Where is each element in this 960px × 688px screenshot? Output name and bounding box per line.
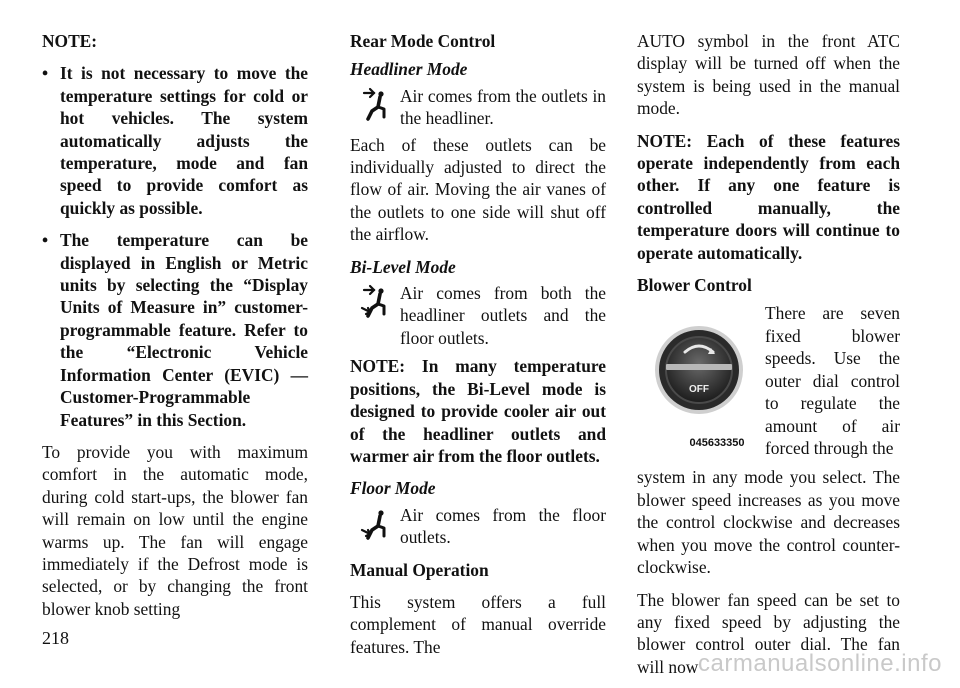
manual-operation-text: This system offers a full complement of manual override features. The [350,591,606,657]
blower-continuation: system in any mode you select. The blower speed increases as you move the control clockwise and decreases when you move the control counter-clockwise. [637,467,900,578]
headliner-mode-continuation: Each of these outlets can be individually adjusted to direct the flow of air. Moving the air vanes of the outlets to one side will shut off the airflow. [350,134,606,245]
headliner-mode-icon [350,85,400,129]
bilevel-mode-icon [350,282,400,326]
note-bullet-item [42,229,308,431]
headliner-mode-lead: Air comes from the outlets in the headliner. [400,85,606,129]
blower-section [637,302,900,472]
auto-symbol-text: AUTO symbol in the front ATC display will be turned off when the system is being used in the manual mode. [637,31,900,119]
note-bullet-text: It is not necessary to move the temperature settings for cold or hot vehicles. The system automatically adjusts the temperature, mode and fan speed to provide comfort as quickly as possible. [60,63,308,218]
bullet-dot: • [42,63,49,84]
column-left [42,30,308,630]
note-bullet-text: The temperature can be displayed in English or Metric units by selecting the “Display Units of Measure in” customer-programmable feature. Refer to the “Electronic Vehicle Information Center (EVIC) — Customer-Programmable Features” in this Section. [60,230,308,430]
floor-mode-row [350,504,606,549]
note-bullets [42,62,308,431]
floor-mode-icon [350,504,400,548]
manual-operation-heading: Manual Operation [350,559,489,580]
independent-features-note: NOTE: Each of these features operate independently from each other. If any one feature is controlled manually, the temperature doors will continue to operate automatically. [637,130,900,263]
column-right [637,30,900,688]
watermark: carmanualsonline.info [698,650,942,677]
column-middle [350,30,606,668]
blower-fixed-speed-text: The blower fan speed can be set to any fixed speed by adjusting the blower control outer dial. The fan will now [637,589,900,677]
bilevel-note: NOTE: In many temperature positions, the Bi-Level mode is designed to provide cooler air out of the headliner outlets and warmer air from the floor outlets. [350,356,606,466]
floor-mode-lead: Air comes from the floor outlets. [400,504,606,548]
headliner-mode-row [350,85,606,130]
bilevel-mode-title: Bi-Level Mode [350,256,456,277]
headliner-mode-title: Headliner Mode [350,59,468,80]
bilevel-mode-lead: Air comes from both the headliner outlets and the floor outlets. [400,283,606,348]
rear-mode-control-heading: Rear Mode Control [350,31,496,51]
blower-control-heading: Blower Control [637,275,752,296]
bilevel-mode-row [350,282,606,349]
blower-knob-figure [637,312,763,462]
bullet-dot: • [42,230,49,251]
figure-id: 045633350 [689,437,745,450]
page-number: 218 [42,628,69,648]
note-bullet-item [42,62,308,219]
knob-off-label: OFF [689,384,709,396]
maximum-comfort-paragraph: To provide you with maximum comfort in the automatic mode, during cold start-ups, the blower fan will remain on low until the engine warms up. The fan will engage immediately if the Defrost mode is selected, or by changing the front blower knob setting [42,441,308,619]
floor-mode-title: Floor Mode [350,478,436,499]
note-label: NOTE: [42,31,98,51]
blower-side-text: There are seven fixed blower speeds. Use the outer dial control to regulate the amount of air forced through the [765,303,900,458]
